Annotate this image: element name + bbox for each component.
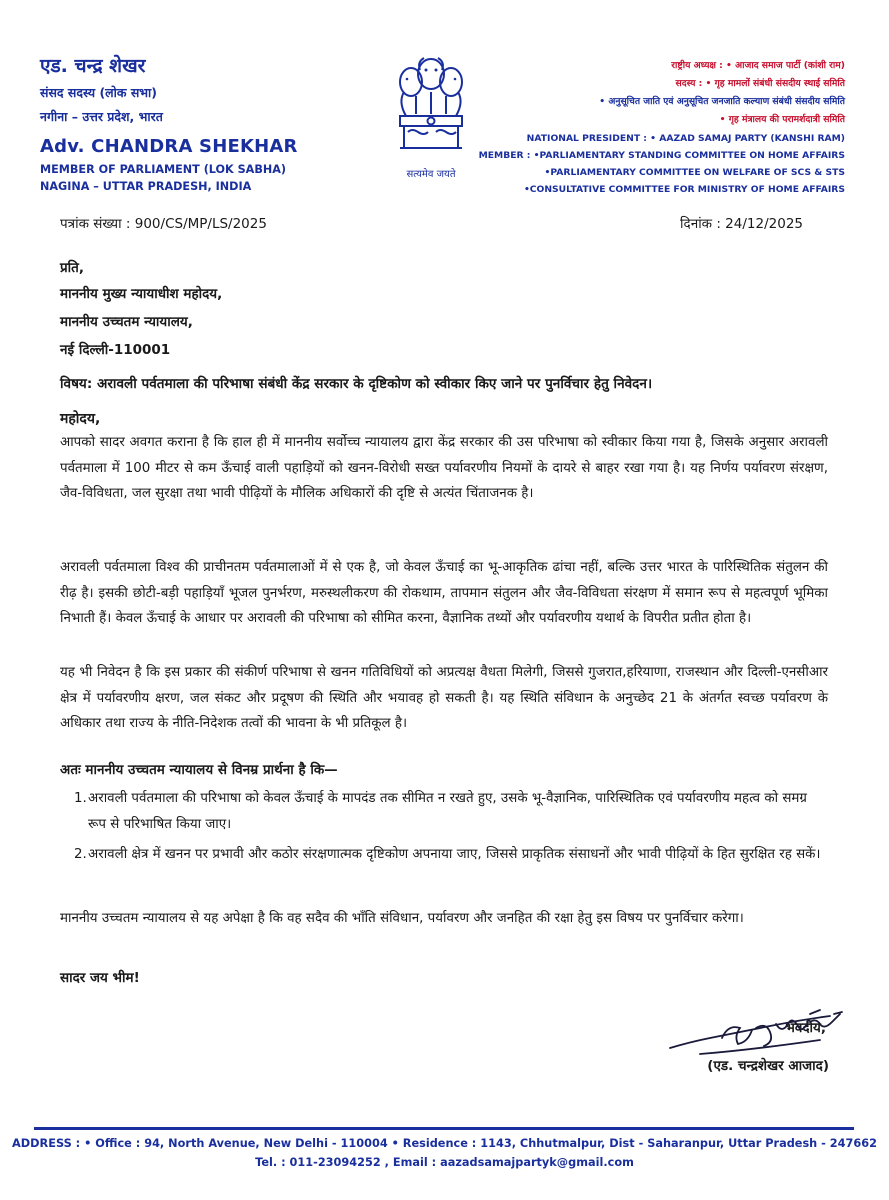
committee-home-english: MEMBER : •PARLIAMENTARY STANDING COMMITTEE ON HOME AFFAIRS bbox=[478, 150, 845, 161]
prayer-item-number: 2. bbox=[74, 847, 87, 862]
committee-consultative-english: •CONSULTATIVE COMMITTEE FOR MINISTRY OF HOME AFFAIRS bbox=[523, 184, 845, 195]
prayer-item-text: अरावली पर्वतमाला की परिभाषा को केवल ऊँचाई के मापदंड तक सीमित न रखते हुए, उसके भू-वैज्ञानिक, पारिस्थितिक एवं पर्यावरणीय महत्व को समग्र रूप से परिभाषित किया जाए। bbox=[88, 791, 807, 832]
committee-scst-english: •PARLIAMENTARY COMMITTEE ON WELFARE OF SCS & STS bbox=[544, 167, 845, 178]
footer-divider bbox=[34, 1127, 854, 1130]
body-paragraph: आपको सादर अवगत कराना है कि हाल ही में माननीय सर्वोच्च न्यायालय द्वारा केंद्र सरकार की उस परिभाषा को स्वीकार किया गया है, जिसके अनुसार अरावली पर्वतमाला में 100 मीटर से कम ऊँचाई वाली पहाड़ियों को खनन-विरोधी सख्त पर्यावरणीय नियमों के दायरे से बाहर रखा गया है। यह निर्णय पर्यावरण संरक्षण, जैव-विविधता, जल सुरक्षा तथा भावी पीढ़ियों के मौलिक अधिकारों की दृष्टि से अत्यंत चिंताजनक है। bbox=[60, 435, 828, 501]
signer-name: (एड. चन्द्रशेखर आजाद) bbox=[707, 1058, 829, 1074]
body-paragraph: यह भी निवेदन है कि इस प्रकार की संकीर्ण परिभाषा से खनन गतिविधियों को अप्रत्यक्ष वैधता मिलेगी, जिससे गुजरात,हरियाणा, राजस्थान और दिल्ली-एनसीआर क्षेत्र में पर्यावरणीय क्षरण, जल संकट और प्रदूषण की स्थिति और भयावह हो सकती है। यह स्थिति संविधान के अनुच्छेद 21 के अंतर्गत स्वच्छ पर्यावरण के अधिकार तथा राज्य के नीति-निदेशक तत्वों की भावना के भी प्रतिकूल है। bbox=[60, 665, 828, 731]
emblem-motto: सत्यमेव जयते bbox=[406, 169, 456, 180]
national-emblem-icon bbox=[386, 52, 476, 182]
party-president-hindi: राष्ट्रीय अध्यक्ष : • आजाद समाज पार्टी (कांशी राम) bbox=[671, 60, 845, 71]
body-paragraph: अरावली पर्वतमाला विश्व की प्राचीनतम पर्वतमालाओं में से एक है, जो केवल ऊँचाई का भू-आकृतिक ढांचा नहीं, बल्कि उत्तर भारत के पारिस्थितिक संतुलन की रीढ़ है। इसकी छोटी-बड़ी पहाड़ियाँ भूजल पुनर्भरण, मरुस्थलीकरण की रोकथाम, तापमान संतुलन और जैव-विविधता संरक्षण में समान रूप से महत्वपूर्ण भूमिका निभाती हैं। केवल ऊँचाई के आधार पर अरावली की परिभाषा को सीमित करना, वैज्ञानिक तथ्यों और पर्यावरणीय यथार्थ के विपरीत प्रतीत होता है। bbox=[60, 560, 828, 626]
committee-consultative-hindi: • गृह मंत्रालय की परामर्शदात्री समिति bbox=[719, 114, 845, 125]
letterhead-constituency-hindi: नगीना – उत्तर प्रदेश, भारत bbox=[40, 109, 163, 124]
footer-address: ADDRESS : • Office : 94, North Avenue, New Delhi - 110004 • Residence : 1143, Chhutmalpur, Dist - Saharanpur, Uttar Pradesh - 247662 bbox=[12, 1137, 877, 1150]
closing-greeting: सादर जय भीम! bbox=[60, 970, 140, 986]
reference-number: पत्रांक संख्या : 900/CS/MP/LS/2025 bbox=[60, 216, 267, 232]
letterhead-designation-english: MEMBER OF PARLIAMENT (LOK SABHA) bbox=[40, 163, 286, 176]
addressee-city: नई दिल्ली-110001 bbox=[60, 342, 171, 358]
letter-date: दिनांक : 24/12/2025 bbox=[680, 216, 803, 232]
letterhead-designation-hindi: संसद सदस्य (लोक सभा) bbox=[40, 85, 158, 100]
sign-off: भवदीय, bbox=[785, 1020, 826, 1036]
addressee-to: प्रति, bbox=[60, 260, 85, 276]
prayer-item bbox=[74, 786, 828, 838]
prayer-item-text: अरावली क्षेत्र में खनन पर प्रभावी और कठोर संरक्षणात्मक दृष्टिकोण अपनाया जाए, जिससे प्राकृतिक संसाधनों और भावी पीढ़ियों के हित सुरक्षित रह सकें। bbox=[88, 847, 821, 862]
prayer-item bbox=[74, 842, 828, 868]
party-president-english: NATIONAL PRESIDENT : • AAZAD SAMAJ PARTY (KANSHI RAM) bbox=[526, 133, 845, 144]
footer-contact: Tel. : 011-23094252 , Email : aazadsamajpartyk@gmail.com bbox=[255, 1156, 634, 1169]
letterhead-name-hindi: एड. चन्द्र शेखर bbox=[40, 55, 146, 77]
committee-scst-hindi: • अनुसूचित जाति एवं अनुसूचित जनजाति कल्याण संबंधी संसदीय समिति bbox=[599, 96, 845, 107]
prayer-item-number: 1. bbox=[74, 791, 87, 806]
addressee-court: माननीय उच्चतम न्यायालय, bbox=[60, 314, 193, 330]
addressee-title: माननीय मुख्य न्यायाधीश महोदय, bbox=[60, 286, 223, 302]
letterhead-constituency-english: NAGINA – UTTAR PRADESH, INDIA bbox=[40, 180, 252, 193]
letter-subject: विषय: अरावली पर्वतमाला की परिभाषा संबंधी केंद्र सरकार के दृष्टिकोण को स्वीकार किए जाने पर पुनर्विचार हेतु निवेदन। bbox=[60, 376, 653, 392]
closing-paragraph: माननीय उच्चतम न्यायालय से यह अपेक्षा है कि वह सदैव की भाँति संविधान, पर्यावरण और जनहित की रक्षा हेतु इस विषय पर पुनर्विचार करेगा। bbox=[60, 911, 744, 926]
letterhead-name-english: Adv. CHANDRA SHEKHAR bbox=[40, 136, 298, 157]
prayer-intro: अतः माननीय उच्चतम न्यायालय से विनम्र प्रार्थना है कि— bbox=[60, 762, 338, 778]
committee-home-hindi: सदस्य : • गृह मामलों संबंधी संसदीय स्थाई समिति bbox=[675, 78, 845, 89]
salutation: महोदय, bbox=[60, 411, 101, 427]
